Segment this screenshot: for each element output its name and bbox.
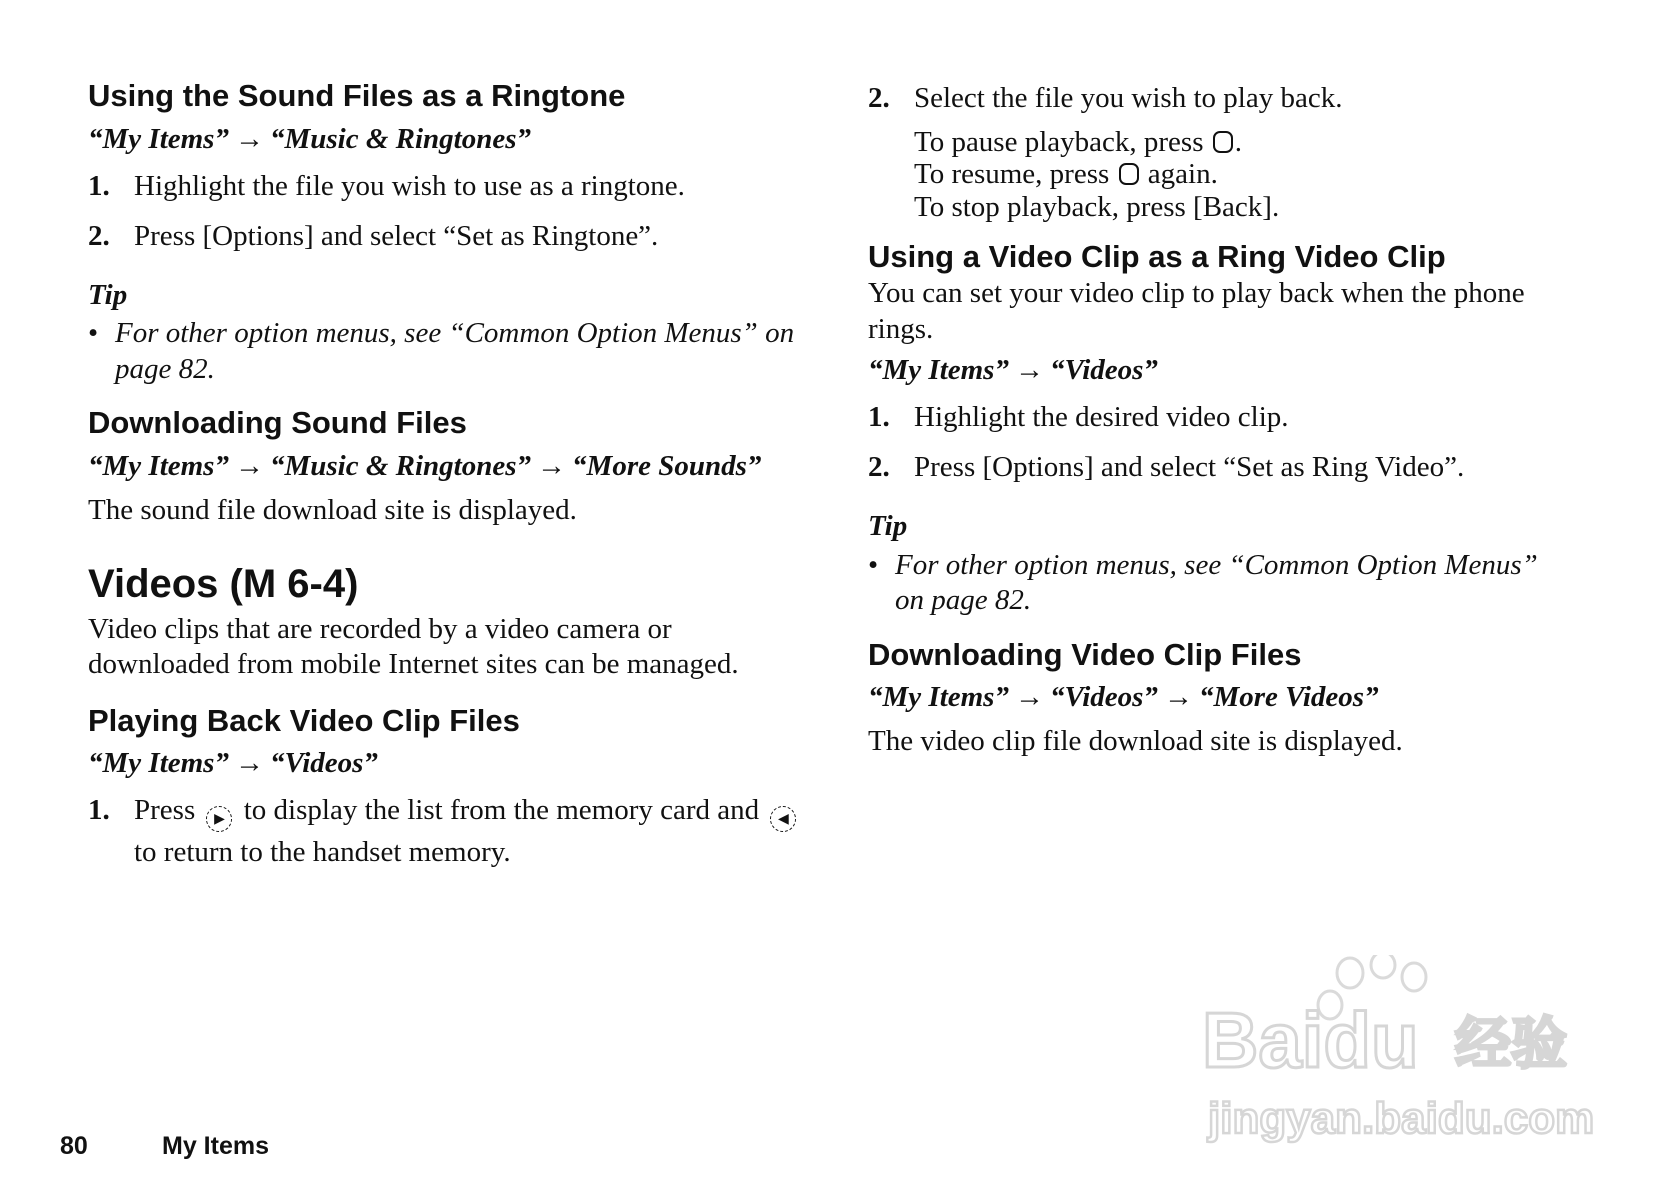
step-item: [868, 78, 1568, 118]
step-number: 2.: [868, 451, 890, 484]
section-heading-ring-video: Using a Video Clip as a Ring Video Clip: [868, 238, 1446, 274]
path-item: “My Items”: [88, 449, 229, 482]
step-text: Press [Options] and select “Set as Ringtone”.: [134, 219, 659, 252]
section-heading-ringtone: Using the Sound Files as a Ringtone: [88, 78, 626, 113]
menu-path-ringtone: [88, 124, 808, 156]
step-number: 1.: [88, 169, 110, 202]
step-item: [88, 166, 808, 206]
menu-path-downloading-sound: [88, 451, 808, 483]
left-column: [88, 78, 808, 882]
step-item: [868, 447, 1568, 487]
center-key-icon: [1213, 131, 1233, 153]
watermark-brand: Baidu: [1202, 996, 1419, 1084]
instruction-text: To pause playback, press: [914, 126, 1204, 159]
tip-text: For other option menus, see “Common Option Menus” on page 82.: [115, 317, 795, 385]
step-text: to display the list from the memory card and: [243, 794, 760, 827]
path-item: “More Sounds”: [572, 449, 762, 482]
steps-playing-back: [88, 790, 808, 872]
path-item: “My Items”: [868, 354, 1009, 387]
step-text: Press: [134, 794, 196, 827]
stop-instruction: To stop playback, press [Back].: [914, 190, 1280, 223]
step-text: Select the file you wish to play back.: [914, 82, 1343, 114]
tip-item: [88, 316, 808, 387]
menu-path-playing-back: [88, 748, 808, 780]
path-item: “Videos”: [1049, 681, 1158, 714]
right-column: [868, 78, 1568, 772]
tip-heading: Tip: [868, 510, 908, 543]
bullet-icon: •: [88, 317, 99, 350]
bullet-icon: •: [868, 548, 879, 581]
arrow-icon: →: [537, 449, 567, 482]
chapter-heading-videos: Videos (M 6-4): [88, 562, 359, 607]
path-item: “My Items”: [868, 681, 1009, 714]
step-number: 2.: [88, 219, 110, 252]
step-text: Highlight the file you wish to use as a ringtone.: [134, 169, 685, 202]
step-text: to return to the handset memory.: [134, 836, 511, 869]
step-number: 2.: [868, 82, 890, 114]
watermark-cn: 经验: [1455, 1012, 1567, 1077]
section-heading-playing-back: Playing Back Video Clip Files: [88, 702, 520, 738]
path-item: “Videos”: [269, 747, 378, 780]
instruction-text: To resume, press: [914, 158, 1110, 191]
pause-instruction: [868, 124, 1568, 160]
watermark-url: jingyan.baidu.com: [1208, 1094, 1595, 1143]
path-item: “My Items”: [88, 747, 229, 780]
steps-ring-video: [868, 397, 1568, 487]
step-text: Highlight the desired video clip.: [914, 401, 1289, 434]
steps-play-back-cont: [868, 78, 1568, 118]
arrow-icon: →: [234, 122, 264, 155]
section-heading-downloading-sound: Downloading Sound Files: [88, 405, 467, 441]
nav-right-key-icon: ▶: [206, 806, 232, 832]
step-item: [88, 790, 808, 872]
arrow-icon: →: [234, 747, 264, 780]
steps-ringtone: [88, 166, 808, 256]
step-number: 1.: [868, 401, 890, 434]
page-footer: [60, 1132, 269, 1161]
instruction-text: .: [1234, 126, 1242, 159]
path-item: “More Videos”: [1198, 681, 1379, 714]
body-text: You can set your video clip to play back when the phone rings.: [868, 277, 1525, 345]
arrow-icon: →: [234, 449, 264, 482]
body-text: Video clips that are recorded by a video camera or downloaded from mobile Internet sites can be managed.: [88, 613, 739, 681]
footer-section-title: My Items: [162, 1132, 269, 1160]
tip-heading: Tip: [88, 278, 128, 311]
path-item: “Videos”: [1049, 354, 1158, 387]
resume-instruction: [868, 156, 1568, 192]
step-number: 1.: [88, 794, 110, 827]
step-item: [868, 397, 1568, 437]
step-item: [88, 216, 808, 256]
baidu-watermark-logo: [1200, 955, 1610, 1145]
tip-item: [868, 548, 1568, 619]
path-item: “Music & Ringtones”: [269, 122, 532, 155]
nav-left-key-icon: ◀: [770, 806, 796, 832]
arrow-icon: →: [1014, 681, 1044, 714]
arrow-icon: →: [1163, 681, 1193, 714]
body-text: The video clip file download site is displayed.: [868, 725, 1403, 758]
menu-path-downloading-video: [868, 682, 1568, 714]
path-item: “Music & Ringtones”: [269, 449, 532, 482]
step-text: Press [Options] and select “Set as Ring Video”.: [914, 451, 1465, 484]
body-text: The sound file download site is displayed.: [88, 493, 577, 526]
arrow-icon: →: [1014, 354, 1044, 387]
section-heading-downloading-video: Downloading Video Clip Files: [868, 636, 1302, 672]
center-key-icon: [1119, 163, 1139, 185]
page-number: 80: [60, 1132, 88, 1160]
path-item: “My Items”: [88, 122, 229, 155]
menu-path-ring-video: [868, 355, 1568, 387]
instruction-text: again.: [1147, 158, 1218, 191]
tip-text: For other option menus, see “Common Option Menus” on page 82.: [895, 548, 1538, 617]
